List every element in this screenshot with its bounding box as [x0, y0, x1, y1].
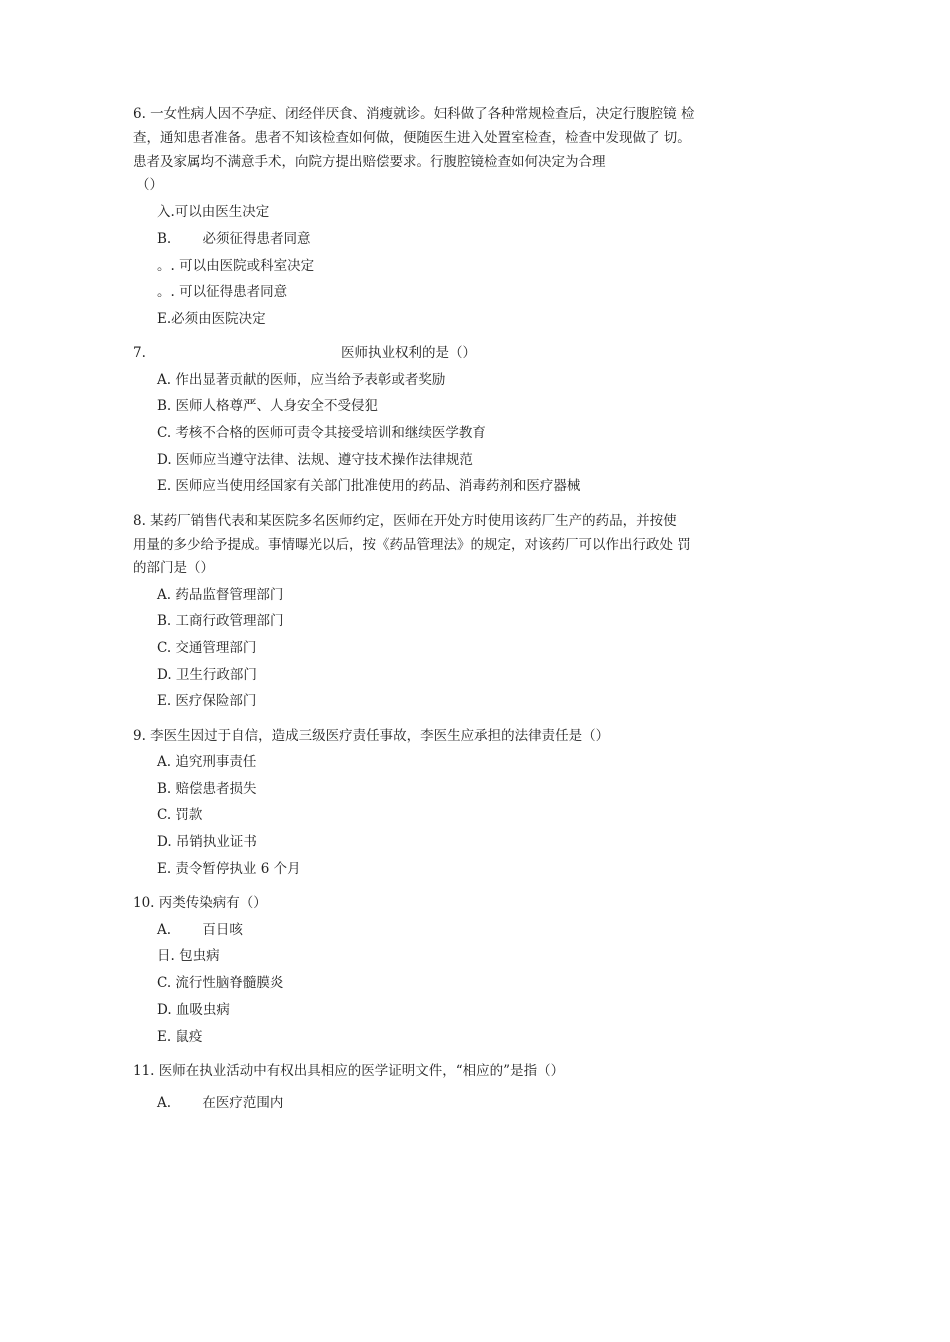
question-10-option-d: D. 血吸虫病 [157, 1002, 230, 1018]
question-9-line-1: 9. 李医生因过于自信，造成三级医疗责任事故，李医生应承担的法律责任是（） [133, 728, 610, 744]
question-8-option-c: C. 交通管理部门 [157, 640, 257, 656]
question-7-option-c: C. 考核不合格的医师可责令其接受培训和继续医学教育 [157, 425, 486, 441]
question-7-option-e: E. 医师应当使用经国家有关部门批准使用的药品、消毒药剂和医疗器械 [157, 478, 581, 494]
question-6-option-e: E.必须由医院决定 [157, 311, 266, 327]
question-9-option-b: B. 赔偿患者损失 [157, 781, 257, 797]
question-6-line-3: 患者及家属均不满意手术，向院方提出赔偿要求。行腹腔镜检查如何决定为合理 [133, 154, 606, 170]
question-6-line-2: 查，通知患者准备。患者不知该检查如何做，便随医生进入处置室检查，检查中发现做了 切。 [133, 130, 691, 146]
question-7-option-b: B. 医师人格尊严、人身安全不受侵犯 [157, 398, 379, 414]
question-8-option-b: B. 工商行政管理部门 [157, 613, 284, 629]
question-11-option-a: A. 在医疗范围内 [157, 1095, 284, 1111]
question-6-line-4: （） [136, 177, 163, 193]
question-8-line-1: 8. 某药厂销售代表和某医院多名医师约定，医师在开处方时使用该药厂生产的药品，并按使 [133, 513, 677, 529]
question-7-option-a: A. 作出显著贡献的医师，应当给予表彰或者奖励 [157, 372, 446, 388]
question-9-option-a: A. 追究刑事责任 [157, 754, 257, 770]
question-8-option-d: D. 卫生行政部门 [157, 667, 257, 683]
question-9-option-d: D. 吊销执业证书 [157, 834, 257, 850]
question-7-line-1: 医师执业权利的是（） [341, 345, 476, 361]
question-10-option-b: 日. 包虫病 [157, 948, 220, 964]
question-9-option-c: C. 罚款 [157, 807, 203, 823]
question-9-option-e: E. 责令暂停执业 6 个月 [157, 861, 301, 877]
question-8-option-a: A. 药品监督管理部门 [157, 587, 284, 603]
question-10-line-1: 10. 丙类传染病有（） [133, 895, 267, 911]
question-8-line-3: 的部门是（） [133, 560, 214, 576]
question-8-line-2: 用量的多少给予提成。事情曝光以后，按《药品管理法》的规定，对该药厂可以作出行政处 罚 [133, 537, 691, 553]
question-6-option-c: 。. 可以由医院或科室决定 [157, 258, 315, 274]
question-10-option-c: C. 流行性脑脊髓膜炎 [157, 975, 284, 991]
question-7-number: 7. [133, 345, 146, 361]
question-8-option-e: E. 医疗保险部门 [157, 693, 257, 709]
question-6-option-a: 入.可以由医生决定 [157, 204, 270, 220]
question-11-line-1: 11. 医师在执业活动中有权出具相应的医学证明文件，“相应的”是指（） [133, 1063, 565, 1079]
question-6-option-b: B. 必须征得患者同意 [157, 231, 311, 247]
question-6-option-d: 。. 可以征得患者同意 [157, 284, 288, 300]
question-10-option-a: A. 百日咳 [157, 922, 243, 938]
question-6-line-1: 6. 一女性病人因不孕症、闭经伴厌食、消瘦就诊。妇科做了各种常规检查后，决定行腹腔镜 检 [133, 106, 695, 122]
question-10-option-e: E. 鼠疫 [157, 1029, 203, 1045]
question-7-option-d: D. 医师应当遵守法律、法规、遵守技术操作法律规范 [157, 452, 473, 468]
